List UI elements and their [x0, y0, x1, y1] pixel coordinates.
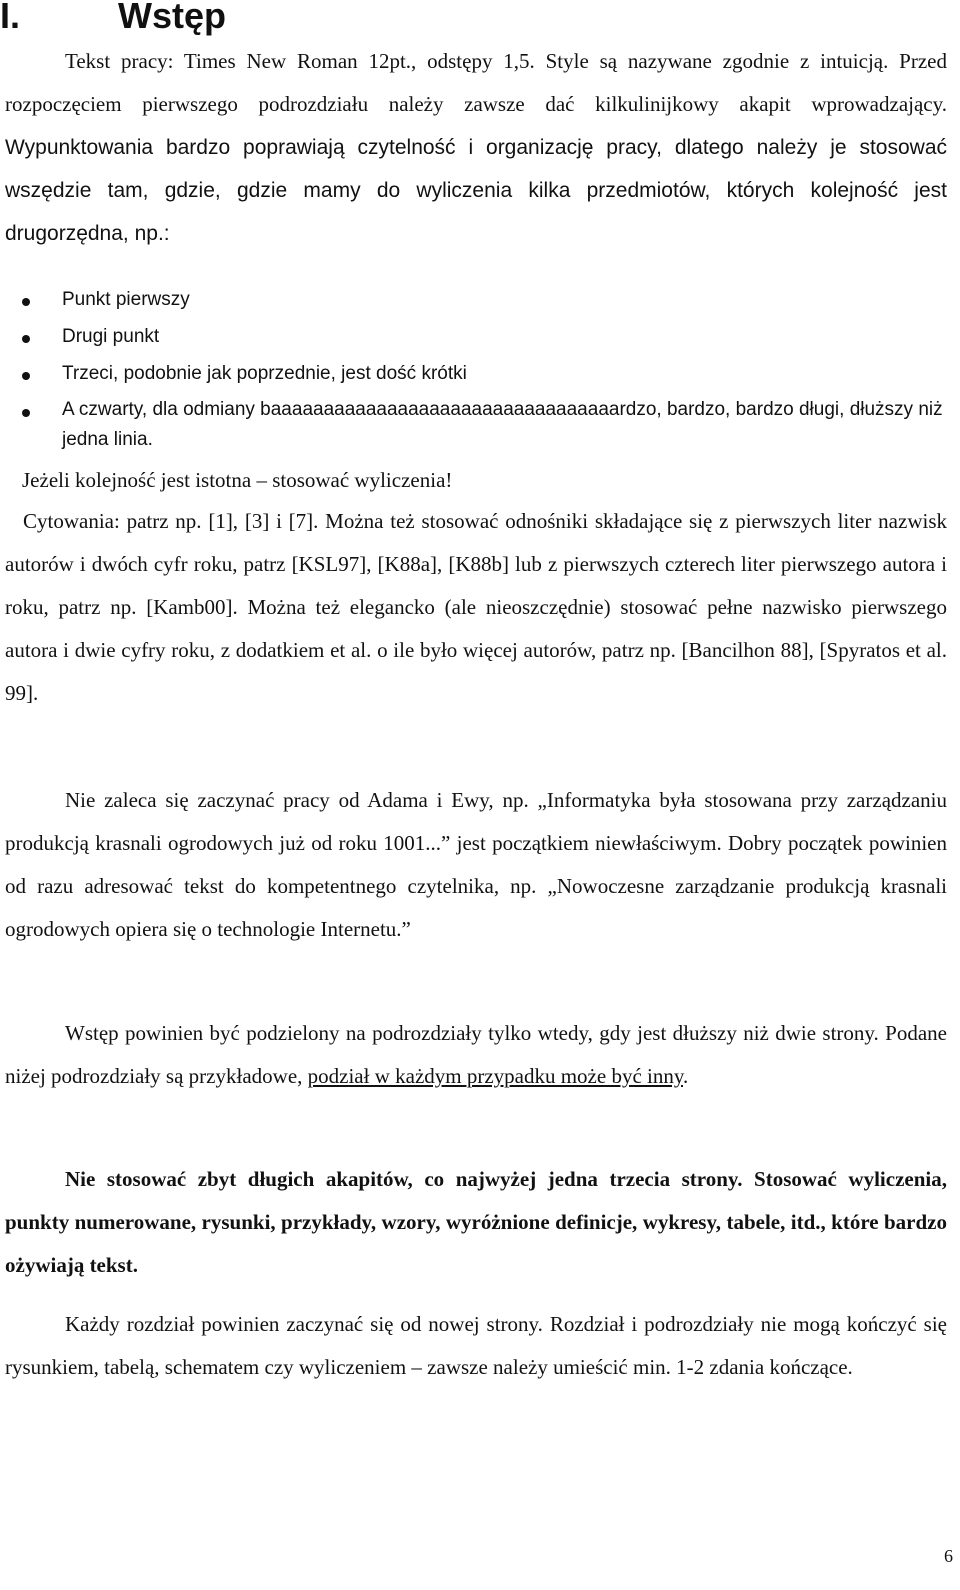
list-item — [0, 284, 960, 321]
bullet-list — [0, 284, 960, 455]
chapter-heading — [0, 0, 226, 38]
bullet-icon — [22, 335, 30, 343]
intro-paragraph-sans-part: Wypunktowania bardzo poprawiają czytelność i organizację pracy, dlatego należy je stosować wszędzie tam, gdzie, gdzie mamy do wyliczenia kilka przedmiotów, których kolejność jest drugorzędna, np.: — [5, 136, 947, 245]
subsections-paragraph — [5, 1012, 947, 1098]
page-number: 6 — [944, 1546, 953, 1566]
list-item-text: Trzeci, podobnie jak poprzednie, jest dość krótki — [62, 363, 467, 384]
bold-guideline-paragraph: Nie stosować zbyt długich akapitów, co najwyżej jedna trzecia strony. Stosować wyliczenia, punkty numerowane, rysunki, przykłady, wzory, wyróżnione definicje, wykresy, tabele, itd., które bardzo ożywiają tekst. — [5, 1167, 947, 1277]
subsections-end: . — [683, 1064, 689, 1088]
bullet-icon — [22, 409, 30, 417]
list-item — [0, 358, 960, 395]
ordering-note: Jeżeli kolejność jest istotna – stosować wyliczenia! — [22, 468, 453, 492]
list-item-text: Punkt pierwszy — [62, 289, 190, 310]
bullet-icon — [22, 372, 30, 380]
list-item — [0, 321, 960, 358]
opening-advice-paragraph: Nie zaleca się zaczynać pracy od Adama i Ewy, np. „Informatyka była stosowana przy zarządzaniu produkcją krasnali ogrodowych już od roku 1001...” jest początkiem niewłaściwym. Dobry początek powinien od razu adresować tekst do kompetentnego czytelnika, np. „Nowoczesne zarządzanie produkcją krasnali ogrodowych opiera się o technologie Internetu.” — [5, 788, 947, 941]
intro-paragraph — [5, 40, 947, 255]
intro-paragraph-serif-part: Tekst pracy: Times New Roman 12pt., odstępy 1,5. Style są nazywane zgodnie z intuicją. Przed rozpoczęciem pierwszego podrozdziału należy zawsze dać kilkulinijkowy akapit wprowadzający. — [5, 49, 947, 116]
list-item — [0, 395, 960, 455]
underlined-text: podział w każdym przypadku może być inny — [307, 1064, 683, 1088]
list-item-text: Drugi punkt — [62, 326, 160, 347]
subsections-text: Wstęp powinien być podzielony na podrozdziały tylko wtedy, gdy jest dłuższy niż dwie strony. Podane niżej podrozdziały są przykładowe, — [5, 1021, 947, 1088]
bullet-icon — [22, 298, 30, 306]
citations-paragraph: Cytowania: patrz np. [1], [3] i [7]. Można też stosować odnośniki składające się z pierwszych liter nazwisk autorów i dwóch cyfr roku, patrz [KSL97], [K88a], [K88b] lub z pierwszych czterech liter pierwszego autora i roku, patrz np. [Kamb00]. Można też elegancko (ale nieoszczędnie) stosować pełne nazwisko pierwszego autora i dwie cyfry roku, z dodatkiem et al. o ile było więcej autorów, patrz np. [Bancilhon 88], [Spyratos et al. 99]. — [5, 509, 947, 705]
list-item-text: A czwarty, dla odmiany baaaaaaaaaaaaaaaaaaaaaaaaaaaaaaaaardzo, bardzo, bardzo długi, dłuższy niż jedna linia. — [62, 399, 943, 450]
chapter-ending-paragraph: Każdy rozdział powinien zaczynać się od nowej strony. Rozdział i podrozdziały nie mogą kończyć się rysunkiem, tabelą, schematem czy wyliczeniem – zawsze należy umieścić min. 1-2 zdania kończące. — [5, 1312, 947, 1379]
chapter-title: Wstęp — [118, 0, 226, 36]
chapter-number: I. — [0, 0, 21, 36]
